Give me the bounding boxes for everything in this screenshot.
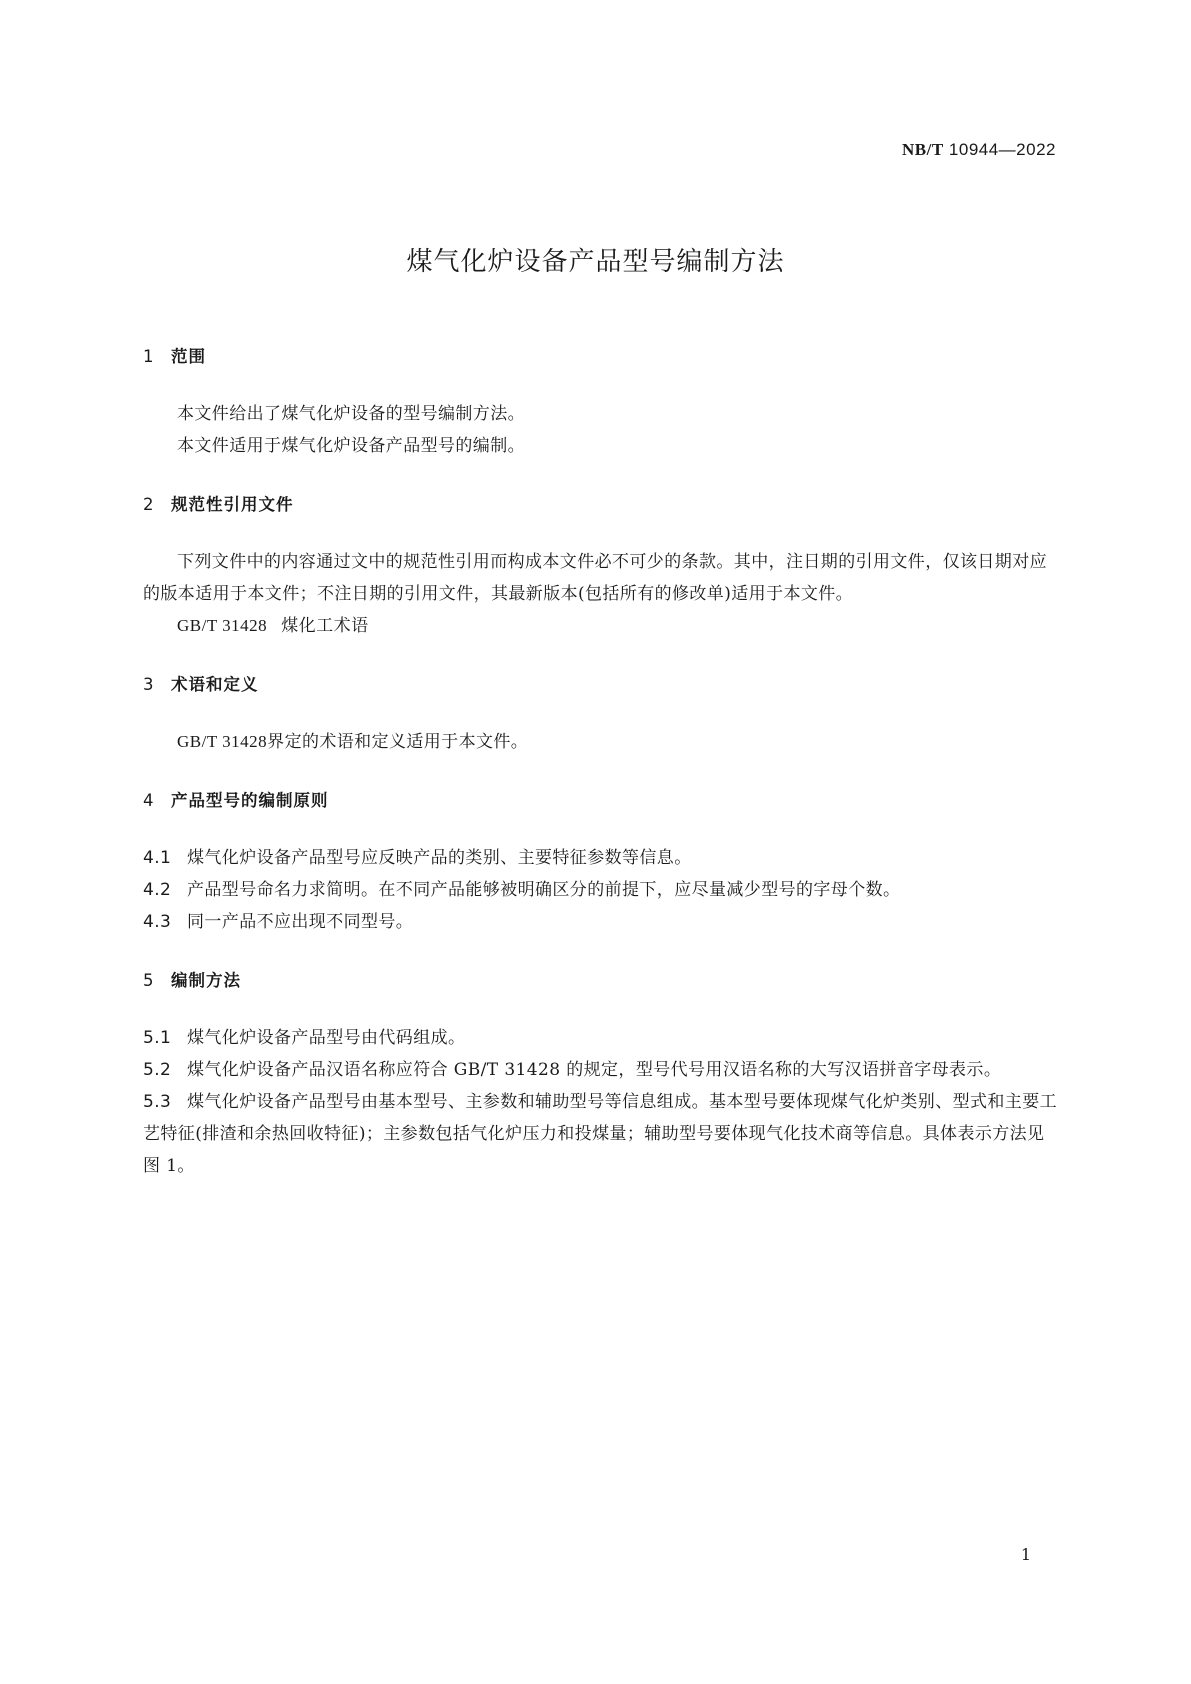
normative-reference [143,610,1061,642]
clause-text: 产品型号命名力求简明。在不同产品能够被明确区分的前提下，应尽量减少型号的字母个数。 [187,880,901,900]
section-heading [143,341,1061,373]
clause [143,1086,1061,1182]
reference-code: GB/T 31428 [177,732,268,751]
clause-text: 煤气化炉设备产品型号应反映产品的类别、主要特征参数等信息。 [187,848,692,868]
section-number: 4 [143,791,155,810]
standard-code [902,140,1056,160]
clause-number: 5.2 [143,1060,172,1080]
section-title: 范围 [171,347,206,366]
paragraph-text: 界定的术语和定义适用于本文件。 [267,732,529,752]
paragraph [143,726,1061,758]
reference-code: GB/T 31428 [177,616,268,635]
section-number: 3 [143,675,155,694]
reference-title: 煤化工术语 [281,616,369,636]
document-title: 煤气化炉设备产品型号编制方法 [406,247,785,277]
clause [143,1054,1061,1086]
section-heading [143,669,1061,701]
clause-number: 5.1 [143,1028,172,1048]
clause-number: 4.3 [143,912,172,932]
clause-number: 4.2 [143,880,172,900]
clause [143,842,1061,874]
paragraph: 本文件适用于煤气化炉设备产品型号的编制。 [177,436,525,456]
clause [143,874,1061,906]
section-heading [143,785,1061,817]
section-number: 2 [143,495,155,514]
section-title: 编制方法 [171,971,241,990]
paragraph: 本文件给出了煤气化炉设备的型号编制方法。 [177,404,525,424]
standard-number: 10944—2022 [948,140,1056,159]
clause-text: 煤气化炉设备产品型号由代码组成。 [187,1028,466,1048]
clause-number: 4.1 [143,848,172,868]
paragraph: 下列文件中的内容通过文中的规范性引用而构成本文件必不可少的条款。其中，注日期的引用文件，仅该日期对应的版本适用于本文件；不注日期的引用文件，其最新版本(包括所有的修改单)适用于本文件。 [143,552,1047,604]
section-heading [143,965,1061,997]
clause [143,906,1061,938]
section-title: 规范性引用文件 [171,495,294,514]
clause-text: 煤气化炉设备产品型号由基本型号、主参数和辅助型号等信息组成。基本型号要体现煤气化炉类别、型式和主要工艺特征(排渣和余热回收特征)；主参数包括气化炉压力和投煤量；辅助型号要体现气化技术商等信息。具体表示方法见图 1。 [143,1092,1057,1176]
section-number: 1 [143,347,155,366]
clause-number: 5.3 [143,1092,172,1112]
standard-prefix: NB/T [901,140,944,159]
clause-text: 煤气化炉设备产品汉语名称应符合 GB/T 31428 的规定，型号代号用汉语名称的大写汉语拼音字母表示。 [187,1060,1002,1080]
page-number: 1 [1020,1545,1031,1564]
clause-text: 同一产品不应出现不同型号。 [187,912,414,932]
section-title: 产品型号的编制原则 [171,791,329,810]
section-title: 术语和定义 [171,675,259,694]
section-heading [143,489,1061,521]
section-number: 5 [143,971,155,990]
clause [143,1022,1061,1054]
document-body [143,341,1061,1182]
